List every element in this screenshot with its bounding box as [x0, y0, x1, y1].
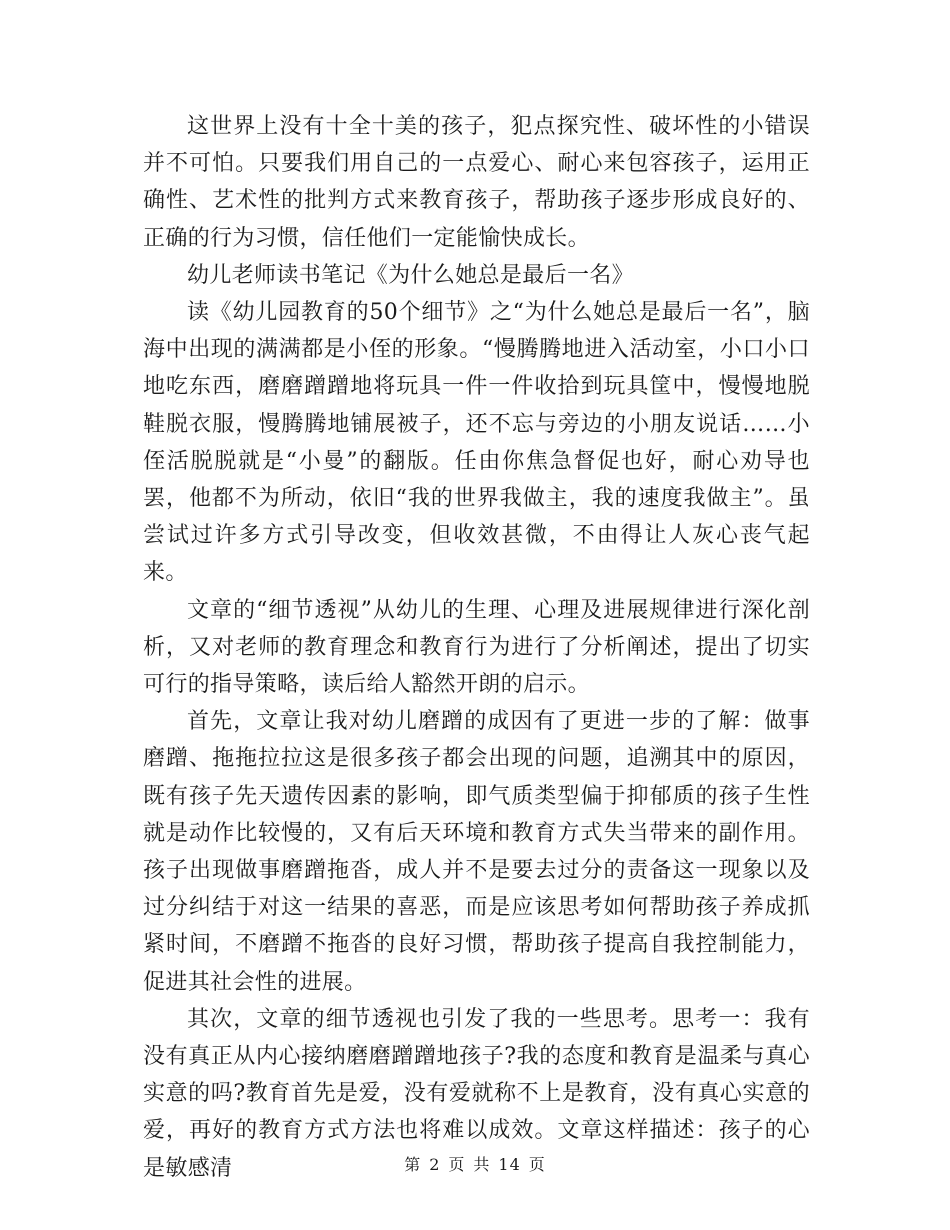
paragraph-3: 文章的“细节透视”从幼儿的生理、心理及进展规律进行深化剖析，又对老师的教育理念和教育行为进行了分析阐述，提出了切实可行的指导策略，读后给人豁然开朗的启示。	[143, 597, 810, 698]
page-footer	[0, 1152, 950, 1175]
footer-prefix: 第	[404, 1155, 422, 1174]
page-number: 2	[429, 1155, 441, 1174]
document-body	[143, 108, 810, 1187]
section-heading: 幼儿老师读书笔记《为什么她总是最后一名》	[187, 262, 635, 288]
footer-page-unit: 页	[448, 1155, 466, 1174]
footer-total-prefix: 共	[473, 1155, 491, 1174]
total-pages: 14	[498, 1155, 521, 1174]
paragraph-2: 读《幼儿园教育的50个细节》之“为什么她总是最后一名”，脑海中出现的满满都是小侄的形象。“慢腾腾地进入活动室，小口小口地吃东西，磨磨蹭蹭地将玩具一件一件收拾到玩具筐中，慢慢地脱鞋脱衣服，慢腾腾地铺展被子，还不忘与旁边的小朋友说话……小侄活脱脱就是“小曼”的翻版。任由你焦急督促也好，耐心劝导也罢，他都不为所动，依旧“我的世界我做主，我的速度我做主”。虽尝试过许多方式引导改变，但收效甚微，不由得让人灰心丧气起来。	[143, 300, 810, 586]
paragraph-5: 其次，文章的细节透视也引发了我的一些思考。思考一：我有没有真正从内心接纳磨磨蹭蹭地孩子?我的态度和教育是温柔与真心实意的吗?教育首先是爱，没有爱就称不上是教育，没有真心实意的爱，再好的教育方式方法也将难以成效。文章这样描述：孩子的心是敏感清	[143, 1006, 810, 1181]
footer-total-unit: 页	[528, 1155, 546, 1174]
paragraph-1: 这世界上没有十全十美的孩子，犯点探究性、破坏性的小错误并不可怕。只要我们用自己的一点爱心、耐心来包容孩子，运用正确性、艺术性的批判方式来教育孩子，帮助孩子逐步形成良好的、正确的行为习惯，信任他们一定能愉快成长。	[143, 114, 810, 251]
paragraph-4: 首先，文章让我对幼儿磨蹭的成因有了更进一步的了解：做事磨蹭、拖拖拉拉这是很多孩子都会出现的问题，追溯其中的原因，既有孩子先天遗传因素的影响，即气质类型偏于抑郁质的孩子生性就是动作比较慢的，又有后天环境和教育方式失当带来的副作用。孩子出现做事磨蹭拖沓，成人并不是要去过分的责备这一现象以及过分纠结于对这一结果的喜恶，而是应该思考如何帮助孩子养成抓紧时间，不磨蹭不拖沓的良好习惯，帮助孩子提高自我控制能力，促进其社会性的进展。	[143, 709, 810, 995]
